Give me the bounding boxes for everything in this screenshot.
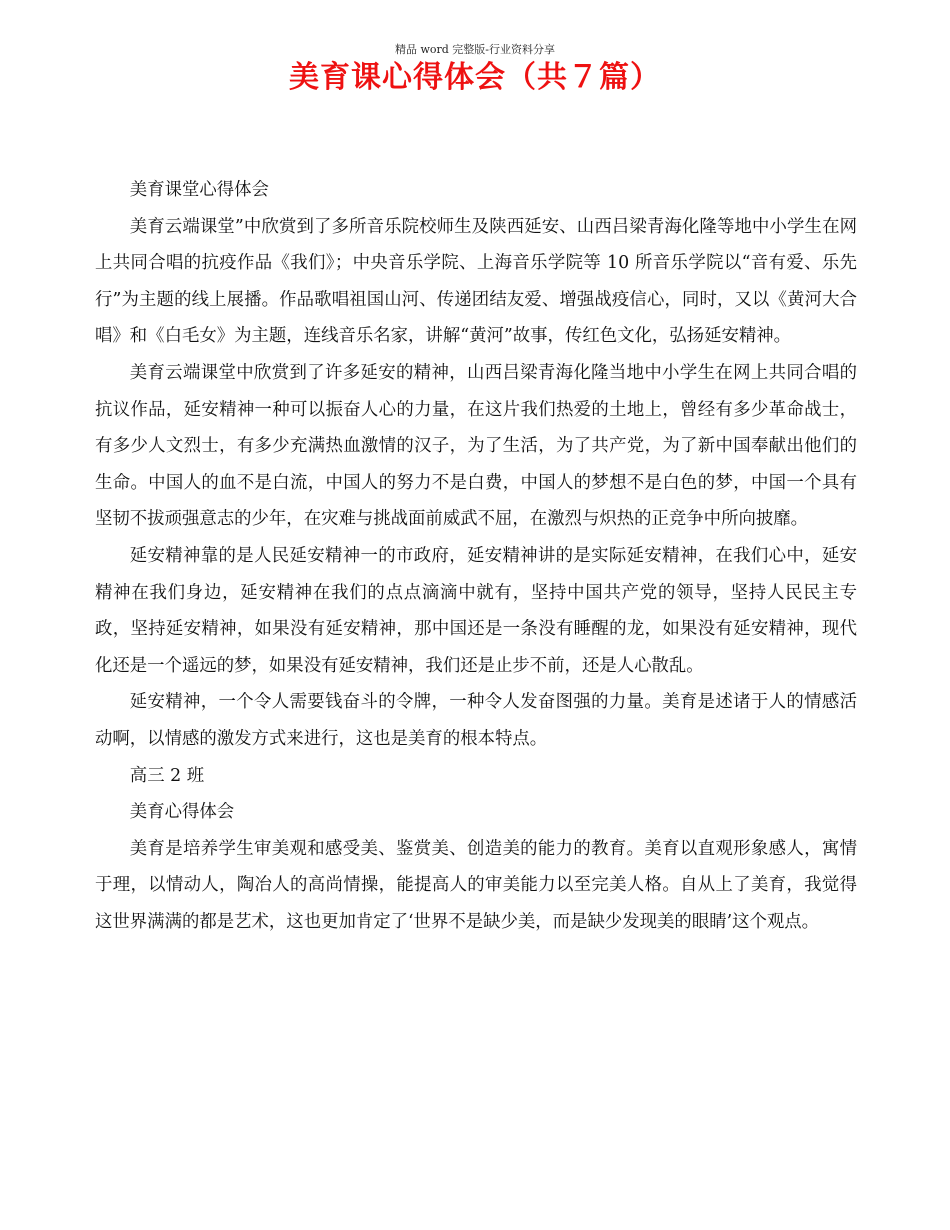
body-paragraph: 美育云端课堂”中欣赏到了多所音乐院校师生及陕西延安、山西吕梁青海化隆等地中小学生在网上共同合唱的抗疫作品《我们》；中央音乐学院、上海音乐学院等 10 所音乐学院以“音有爱、乐先行”为主题的线上展播。作品歌唱祖国山河、传递团结友爱、增强战疫信心，同时，又以《黄河大合唱》和《白毛女》为主题，连线音乐名家，讲解“黄河”故事，传红色文化，弘扬延安精神。 [95, 216, 857, 347]
document-title: 美育课心得体会（共７篇） [289, 60, 661, 95]
body-paragraph: 美育是培养学生审美观和感受美、鉴赏美、创造美的能力的教育。美育以直观形象感人，寓情于理，以情动人，陶冶人的高尚情操，能提高人的审美能力以至完美人格。自从上了美育，我觉得这世界满满的都是艺术，这也更加肯定了‘世界不是缺少美，而是缺少发现美的眼睛’这个观点。 [95, 838, 857, 932]
section-heading: 美育课堂心得体会 [129, 180, 269, 200]
body-paragraph: 延安精神，一个令人需要钱奋斗的令牌，一种令人发奋图强的力量。美育是述诸于人的情感活动啊，以情感的激发方式来进行，这也是美育的根本特点。 [95, 692, 857, 749]
document-body [95, 172, 857, 940]
body-paragraph: 美育云端课堂中欣赏到了许多延安的精神，山西吕梁青海化隆当地中小学生在网上共同合唱的抗议作品，延安精神一种可以振奋人心的力量，在这片我们热爱的土地上，曾经有多少革命战士，有多少人文烈士，有多少充满热血激情的汉子，为了生活，为了共产党，为了新中国奉献出他们的生命。中国人的血不是白流，中国人的努力不是白费，中国人的梦想不是白色的梦，中国一个具有坚韧不拔顽强意志的少年，在灾难与挑战面前威武不屈，在激烈与炽热的正竞争中所向披靡。 [95, 362, 857, 530]
author-class: 高三 2 班 [129, 765, 205, 786]
header-note: 精品 word 完整版-行业资料分享 [394, 43, 556, 56]
body-paragraph: 延安精神靠的是人民延安精神一的市政府，延安精神讲的是实际延安精神，在我们心中，延安精神在我们身边，延安精神在我们的点点滴滴中就有，坚持中国共产党的领导，坚持人民民主专政，坚持延安精神，如果没有延安精神，那中国还是一条没有睡醒的龙，如果没有延安精神，现代化还是一个遥远的梦，如果没有延安精神，我们还是止步不前，还是人心散乱。 [95, 545, 857, 676]
section-heading: 美育心得体会 [129, 802, 235, 823]
